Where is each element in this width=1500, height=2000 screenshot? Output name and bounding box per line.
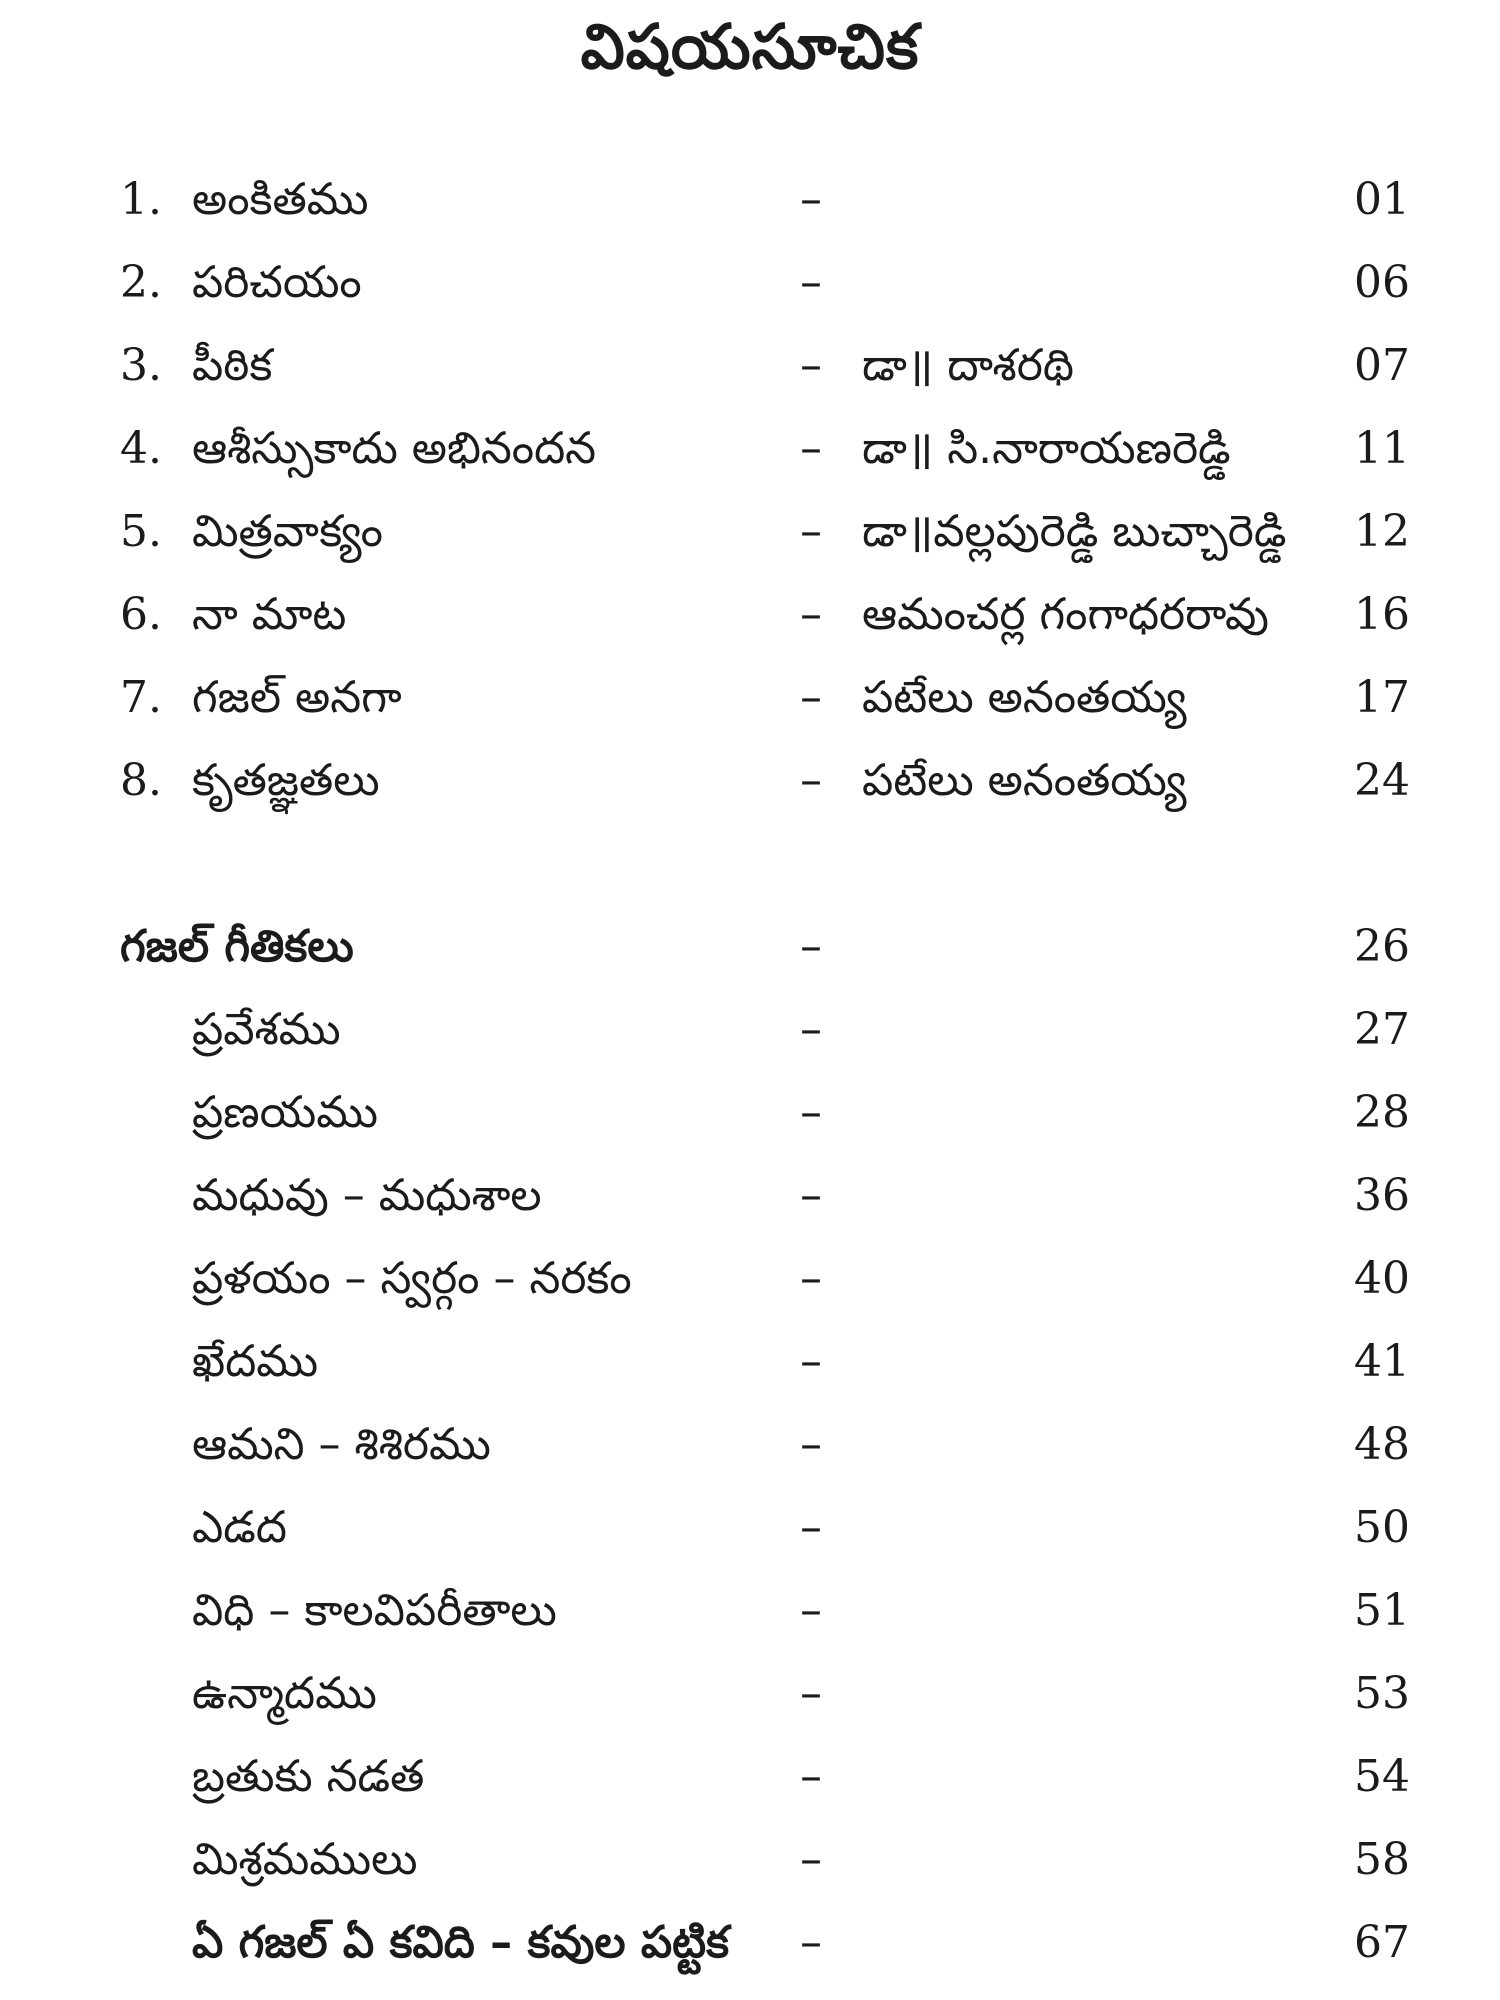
toc-row <box>0 1332 1500 1392</box>
entry-number: 2. <box>120 257 162 308</box>
entry-page: 36 <box>1354 1170 1410 1221</box>
entry-dash: – <box>800 1834 822 1885</box>
toc-row <box>0 170 1500 230</box>
entry-page: 54 <box>1354 1751 1410 1802</box>
entry-page: 07 <box>1354 340 1410 391</box>
entry-author: ఆమంచర్ల గంగాధరరావు <box>862 589 1269 640</box>
entry-label: గజల్ అనగా <box>192 672 402 723</box>
entry-dash: – <box>800 1004 822 1055</box>
entry-page: 67 <box>1354 1917 1410 1968</box>
toc-row <box>0 1664 1500 1724</box>
entry-label: ఖేదము <box>192 1336 319 1387</box>
entry-dash: – <box>800 1087 822 1138</box>
entry-page: 48 <box>1354 1419 1410 1470</box>
entry-dash: – <box>800 1170 822 1221</box>
entry-page: 24 <box>1354 755 1410 806</box>
entry-page: 41 <box>1354 1336 1410 1387</box>
entry-dash: – <box>800 257 822 308</box>
entry-page: 01 <box>1354 174 1410 225</box>
section-heading-row <box>0 917 1500 977</box>
entry-dash: – <box>800 423 822 474</box>
toc-row <box>0 1581 1500 1641</box>
entry-dash: – <box>800 1917 822 1968</box>
entry-dash: – <box>800 589 822 640</box>
entry-dash: – <box>800 1502 822 1553</box>
entry-label: మధువు – మధుశాల <box>192 1170 542 1221</box>
entry-page: 12 <box>1354 506 1410 557</box>
entry-label: మిశ్రమములు <box>192 1834 418 1885</box>
entry-page: 50 <box>1354 1502 1410 1553</box>
entry-dash: – <box>800 174 822 225</box>
toc-row <box>0 502 1500 562</box>
toc-row <box>0 751 1500 811</box>
entry-page: 11 <box>1354 423 1410 474</box>
entry-dash: – <box>800 755 822 806</box>
entry-label: పీఠిక <box>192 340 273 391</box>
entry-label: ఆమని – శిశిరము <box>192 1419 491 1470</box>
entry-page: 51 <box>1354 1585 1410 1636</box>
toc-row <box>0 1166 1500 1226</box>
toc-row <box>0 253 1500 313</box>
entry-number: 1. <box>120 174 162 225</box>
entry-page: 17 <box>1354 672 1410 723</box>
toc-row <box>0 1249 1500 1309</box>
entry-label: ఆశీస్సుకాదు అభినందన <box>192 423 597 474</box>
toc-row <box>0 585 1500 645</box>
toc-row <box>0 1083 1500 1143</box>
entry-page: 58 <box>1354 1834 1410 1885</box>
entry-author: డా॥ సి.నారాయణరెడ్డి <box>862 423 1231 474</box>
toc-row <box>0 1000 1500 1060</box>
entry-author: డా॥వల్లపురెడ్డి బుచ్చారెడ్డి <box>862 506 1287 557</box>
entry-number: 5. <box>120 506 162 557</box>
page-title: విషయసూచిక <box>580 10 920 83</box>
entry-author: పటేలు అనంతయ్య <box>862 755 1187 806</box>
entry-label: ప్రళయం – స్వర్గం – నరకం <box>192 1253 632 1304</box>
entry-page: 26 <box>1354 921 1410 972</box>
entry-dash: – <box>800 1419 822 1470</box>
entry-dash: – <box>800 506 822 557</box>
entry-dash: – <box>800 340 822 391</box>
entry-page: 27 <box>1354 1004 1410 1055</box>
entry-number: 4. <box>120 423 162 474</box>
entry-label: ఉన్మాదము <box>192 1668 377 1719</box>
entry-page: 16 <box>1354 589 1410 640</box>
section-heading: గజల్ గీతికలు <box>120 921 354 972</box>
entry-label: ప్రణయము <box>192 1087 378 1138</box>
entry-page: 53 <box>1354 1668 1410 1719</box>
entry-number: 8. <box>120 755 162 806</box>
entry-dash: – <box>800 1336 822 1387</box>
entry-dash: – <box>800 1668 822 1719</box>
entry-page: 28 <box>1354 1087 1410 1138</box>
toc-row <box>0 336 1500 396</box>
toc-row <box>0 1415 1500 1475</box>
entry-label: విధి – కాలవిపరీతాలు <box>192 1585 557 1636</box>
entry-label: పరిచయం <box>192 257 362 308</box>
toc-row <box>0 1830 1500 1890</box>
entry-label: మిత్రవాక్యం <box>192 506 383 557</box>
entry-page: 40 <box>1354 1253 1410 1304</box>
entry-page: 06 <box>1354 257 1410 308</box>
entry-label: ఏ గజల్ ఏ కవిది – కవుల పట్టిక <box>192 1917 730 1968</box>
toc-row <box>0 668 1500 728</box>
toc-row <box>0 1747 1500 1807</box>
entry-label: ప్రవేశము <box>192 1004 341 1055</box>
toc-row <box>0 419 1500 479</box>
toc-row-final <box>0 1913 1500 1973</box>
entry-number: 3. <box>120 340 162 391</box>
entry-number: 7. <box>120 672 162 723</box>
entry-author: పటేలు అనంతయ్య <box>862 672 1187 723</box>
entry-dash: – <box>800 1751 822 1802</box>
entry-dash: – <box>800 1253 822 1304</box>
toc-row <box>0 1498 1500 1558</box>
entry-label: కృతజ్ఞతలు <box>192 755 380 806</box>
entry-number: 6. <box>120 589 162 640</box>
entry-author: డా॥ దాశరథి <box>862 340 1074 391</box>
entry-label: బ్రతుకు నడత <box>192 1751 425 1802</box>
entry-label: ఎడద <box>192 1502 287 1553</box>
entry-dash: – <box>800 921 822 972</box>
entry-label: అంకితము <box>192 174 369 225</box>
entry-label: నా మాట <box>192 589 347 640</box>
entry-dash: – <box>800 1585 822 1636</box>
entry-dash: – <box>800 672 822 723</box>
